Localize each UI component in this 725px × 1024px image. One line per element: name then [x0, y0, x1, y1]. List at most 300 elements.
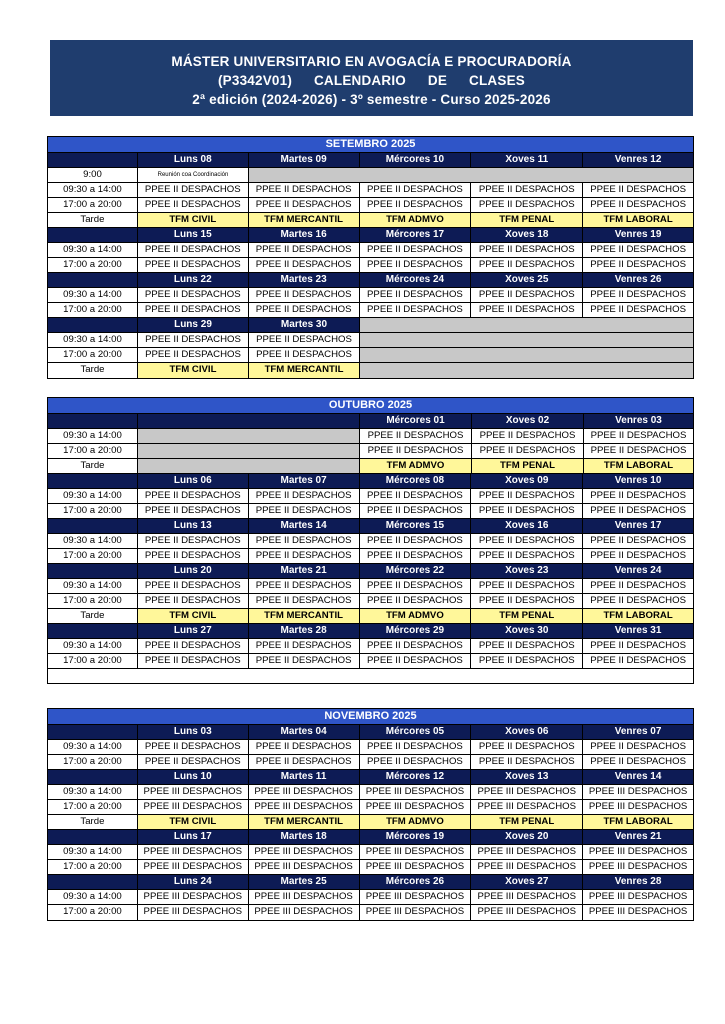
week-header-row: [48, 153, 693, 168]
class-cell: PPEE II DESPACHOS: [138, 654, 249, 668]
day-header: Mércores 19: [360, 830, 472, 844]
day-header: Martes 09: [249, 153, 360, 167]
schedule-row: [48, 740, 693, 755]
schedule-row: [48, 800, 693, 815]
schedule-row: [48, 198, 693, 213]
class-cell: PPEE II DESPACHOS: [249, 654, 360, 668]
header-edition: 2ª edición (2024-2026) - 3º semestre - Curso 2025-2026: [192, 92, 551, 107]
class-cell: PPEE III DESPACHOS: [360, 860, 472, 874]
empty-grey-cell: [249, 168, 693, 182]
class-cell: PPEE II DESPACHOS: [249, 549, 360, 563]
schedule-row: [48, 905, 693, 920]
empty-grey-cell: [138, 459, 360, 473]
day-header: Xoves 11: [471, 153, 583, 167]
blank-cell: [48, 624, 138, 638]
day-header: Mércores 26: [360, 875, 472, 889]
tfm-cell: TFM PENAL: [471, 815, 583, 829]
class-cell: PPEE II DESPACHOS: [138, 579, 249, 593]
tfm-cell: TFM MERCANTIL: [249, 609, 360, 623]
class-cell: PPEE II DESPACHOS: [360, 444, 472, 458]
schedule-row: [48, 654, 693, 669]
empty-grey-cell: [360, 363, 693, 378]
tfm-row: [48, 815, 693, 830]
schedule-row: [48, 755, 693, 770]
tfm-row: [48, 363, 693, 378]
day-header: Martes 16: [249, 228, 360, 242]
day-header: Mércores 01: [360, 414, 472, 428]
time-label: 17:00 a 20:00: [48, 258, 138, 272]
class-cell: PPEE II DESPACHOS: [590, 259, 686, 270]
day-header: Martes 04: [249, 725, 360, 739]
day-header: Luns 29: [138, 318, 249, 332]
empty-grey-cell: [360, 333, 693, 347]
day-header: Mércores 29: [360, 624, 472, 638]
class-cell: PPEE II DESPACHOS: [360, 258, 472, 272]
class-cell: PPEE II DESPACHOS: [360, 303, 472, 317]
week-header-row: [48, 564, 693, 579]
day-header: Mércores 08: [360, 474, 472, 488]
day-header: Venres 31: [583, 624, 693, 638]
class-cell: PPEE II DESPACHOS: [590, 289, 686, 300]
day-header: Martes 25: [249, 875, 360, 889]
week-header-row: [48, 414, 693, 429]
class-cell: PPEE III DESPACHOS: [249, 860, 360, 874]
class-cell: PPEE II DESPACHOS: [471, 183, 583, 197]
tfm-cell: TFM MERCANTIL: [249, 363, 360, 378]
day-header: Martes 28: [249, 624, 360, 638]
class-cell: PPEE II DESPACHOS: [138, 183, 249, 197]
class-cell: PPEE II DESPACHOS: [471, 258, 583, 272]
week-header-row: [48, 318, 693, 333]
schedule-row: [48, 890, 693, 905]
month-title: NOVEMBRO 2025: [48, 709, 693, 725]
day-header: Mércores 05: [360, 725, 472, 739]
class-cell: PPEE II DESPACHOS: [138, 489, 249, 503]
day-header: Luns 10: [138, 770, 249, 784]
class-cell: PPEE II DESPACHOS: [471, 303, 583, 317]
time-label: 09:30 a 14:00: [48, 534, 138, 548]
class-cell: PPEE II DESPACHOS: [249, 504, 360, 518]
day-header: Mércores 22: [360, 564, 472, 578]
class-cell: PPEE III DESPACHOS: [360, 785, 472, 799]
class-cell: PPEE II DESPACHOS: [590, 430, 687, 441]
time-label: 09:30 a 14:00: [48, 639, 138, 653]
blank-cell: [48, 875, 138, 889]
class-cell: PPEE II DESPACHOS: [138, 348, 249, 362]
tfm-cell: TFM LABORAL: [584, 459, 693, 473]
header-title: MÁSTER UNIVERSITARIO EN AVOGACÍA E PROCURADORÍA: [171, 54, 572, 69]
setembro-table: [47, 136, 694, 379]
blank-cell: [48, 414, 138, 428]
class-cell: PPEE II DESPACHOS: [471, 549, 583, 563]
class-cell: PPEE II DESPACHOS: [590, 244, 686, 255]
tfm-cell: TFM ADMVO: [360, 213, 472, 227]
class-cell: PPEE II DESPACHOS: [471, 594, 583, 608]
class-cell: PPEE II DESPACHOS: [249, 755, 360, 769]
class-cell: PPEE III DESPACHOS: [588, 891, 688, 902]
day-header: Venres 17: [583, 519, 693, 533]
day-header: Venres 14: [583, 770, 693, 784]
day-header: Martes 23: [249, 273, 360, 287]
class-cell: PPEE II DESPACHOS: [360, 594, 472, 608]
class-cell: PPEE III DESPACHOS: [249, 890, 360, 904]
class-cell: PPEE II DESPACHOS: [249, 348, 360, 362]
schedule-row: [48, 785, 693, 800]
class-cell: PPEE III DESPACHOS: [471, 785, 583, 799]
time-label: 09:30 a 14:00: [48, 489, 138, 503]
tfm-cell: TFM LABORAL: [583, 815, 693, 829]
class-cell: PPEE II DESPACHOS: [590, 199, 686, 210]
class-cell: PPEE III DESPACHOS: [471, 845, 583, 859]
class-cell: PPEE III DESPACHOS: [249, 845, 360, 859]
class-cell: PPEE II DESPACHOS: [138, 198, 249, 212]
time-label: 09:30 a 14:00: [48, 785, 138, 799]
class-cell: PPEE II DESPACHOS: [590, 595, 686, 606]
day-header: Martes 30: [249, 318, 360, 332]
class-cell: PPEE III DESPACHOS: [588, 801, 688, 812]
schedule-row: [48, 333, 693, 348]
time-label: 17:00 a 20:00: [48, 800, 138, 814]
class-cell: PPEE II DESPACHOS: [138, 288, 249, 302]
time-label: 17:00 a 20:00: [48, 860, 138, 874]
class-cell: PPEE III DESPACHOS: [138, 845, 249, 859]
class-cell: PPEE II DESPACHOS: [471, 654, 583, 668]
blank-cell: [48, 564, 138, 578]
time-label: 17:00 a 20:00: [48, 348, 138, 362]
time-label: 17:00 a 20:00: [48, 549, 138, 563]
day-header: Venres 07: [583, 725, 693, 739]
day-header: Mércores 12: [360, 770, 472, 784]
class-cell: PPEE III DESPACHOS: [471, 860, 583, 874]
day-header: Xoves 16: [471, 519, 583, 533]
day-header: Luns 20: [138, 564, 249, 578]
tfm-cell: TFM PENAL: [471, 609, 583, 623]
day-header: Xoves 23: [471, 564, 583, 578]
tfm-cell: TFM MERCANTIL: [249, 815, 360, 829]
week-header-row: [48, 228, 693, 243]
time-label: 09:30 a 14:00: [48, 288, 138, 302]
week-header-row: [48, 830, 693, 845]
schedule-row: [48, 845, 693, 860]
class-cell: PPEE III DESPACHOS: [588, 786, 688, 797]
class-cell: PPEE II DESPACHOS: [138, 333, 249, 347]
class-cell: PPEE II DESPACHOS: [360, 489, 472, 503]
class-cell: PPEE III DESPACHOS: [249, 785, 360, 799]
class-cell: PPEE II DESPACHOS: [138, 258, 249, 272]
class-cell: PPEE III DESPACHOS: [138, 860, 249, 874]
class-cell: PPEE II DESPACHOS: [360, 288, 472, 302]
class-cell: PPEE III DESPACHOS: [360, 905, 472, 920]
header-code-calendar: (P3342V01) CALENDARIO DE CLASES: [217, 73, 525, 88]
time-label: 17:00 a 20:00: [48, 303, 138, 317]
blank-cell: [48, 153, 138, 167]
time-label: 09:30 a 14:00: [48, 579, 138, 593]
tfm-cell: TFM PENAL: [472, 459, 584, 473]
empty-grey-cell: [360, 318, 693, 332]
class-cell: PPEE II DESPACHOS: [471, 755, 583, 769]
day-header: Luns 22: [138, 273, 249, 287]
day-header: Mércores 10: [360, 153, 472, 167]
class-cell: PPEE II DESPACHOS: [249, 333, 360, 347]
class-cell: PPEE III DESPACHOS: [588, 906, 688, 917]
class-cell: PPEE II DESPACHOS: [471, 534, 583, 548]
class-cell: PPEE II DESPACHOS: [360, 579, 472, 593]
schedule-row: [48, 168, 693, 183]
class-cell: PPEE II DESPACHOS: [471, 489, 583, 503]
class-cell: PPEE II DESPACHOS: [590, 640, 686, 651]
week-header-row: [48, 273, 693, 288]
time-label: Tarde: [48, 213, 138, 227]
day-header: Luns 03: [138, 725, 249, 739]
class-cell: PPEE III DESPACHOS: [588, 846, 688, 857]
schedule-row: [48, 288, 693, 303]
class-cell: PPEE III DESPACHOS: [471, 905, 583, 920]
class-cell: PPEE II DESPACHOS: [249, 639, 360, 653]
class-cell: PPEE II DESPACHOS: [249, 579, 360, 593]
day-header: Xoves 30: [471, 624, 583, 638]
class-cell: PPEE III DESPACHOS: [471, 800, 583, 814]
time-label: 17:00 a 20:00: [48, 504, 138, 518]
day-header: Xoves 18: [471, 228, 583, 242]
blank-cell: [48, 318, 138, 332]
schedule-row: [48, 183, 693, 198]
tfm-cell: TFM CIVIL: [138, 363, 249, 378]
time-label: Tarde: [48, 815, 138, 829]
time-label: Tarde: [48, 459, 138, 473]
class-cell: PPEE III DESPACHOS: [138, 905, 249, 920]
day-header: Mércores 15: [360, 519, 472, 533]
day-header: Xoves 02: [472, 414, 584, 428]
day-header: Luns 13: [138, 519, 249, 533]
day-header: Martes 14: [249, 519, 360, 533]
time-label: 09:30 a 14:00: [48, 740, 138, 754]
class-cell: PPEE II DESPACHOS: [360, 504, 472, 518]
empty-grey-cell: [138, 429, 360, 443]
class-cell: PPEE III DESPACHOS: [360, 890, 472, 904]
day-header: Martes 07: [249, 474, 360, 488]
class-cell: PPEE II DESPACHOS: [138, 639, 249, 653]
day-header: Venres 26: [583, 273, 693, 287]
class-cell: PPEE II DESPACHOS: [590, 505, 686, 516]
class-cell: PPEE II DESPACHOS: [471, 740, 583, 754]
class-cell: PPEE II DESPACHOS: [590, 741, 686, 752]
class-cell: PPEE II DESPACHOS: [360, 243, 472, 257]
schedule-row: [48, 348, 693, 363]
schedule-row: [48, 429, 693, 444]
schedule-row: [48, 860, 693, 875]
day-header: Martes 18: [249, 830, 360, 844]
tfm-cell: TFM CIVIL: [138, 609, 249, 623]
class-cell: PPEE II DESPACHOS: [590, 535, 686, 546]
class-cell: PPEE II DESPACHOS: [360, 183, 472, 197]
tfm-cell: TFM MERCANTIL: [249, 213, 360, 227]
day-header: Venres 19: [583, 228, 693, 242]
class-cell: PPEE II DESPACHOS: [249, 489, 360, 503]
blank-row: [48, 669, 693, 683]
day-header: Venres 28: [583, 875, 693, 889]
blank-cell: [48, 770, 138, 784]
tfm-row: [48, 213, 693, 228]
day-header: Martes 11: [249, 770, 360, 784]
class-cell: PPEE III DESPACHOS: [471, 890, 583, 904]
day-header: Martes 21: [249, 564, 360, 578]
time-label: 09:30 a 14:00: [48, 890, 138, 904]
month-title: SETEMBRO 2025: [48, 137, 693, 153]
schedule-row: [48, 489, 693, 504]
class-cell: PPEE II DESPACHOS: [472, 444, 584, 458]
blank-cell: [48, 519, 138, 533]
blank-cell: [48, 474, 138, 488]
class-cell: PPEE II DESPACHOS: [249, 594, 360, 608]
tfm-cell: TFM ADMVO: [360, 459, 472, 473]
month-title: OUTUBRO 2025: [48, 398, 693, 414]
class-cell: PPEE II DESPACHOS: [471, 198, 583, 212]
day-header: Venres 21: [583, 830, 693, 844]
class-cell: PPEE II DESPACHOS: [249, 534, 360, 548]
day-header: Venres 10: [583, 474, 693, 488]
class-cell: PPEE II DESPACHOS: [138, 594, 249, 608]
day-header: Xoves 20: [471, 830, 583, 844]
class-cell: PPEE II DESPACHOS: [590, 445, 687, 456]
class-cell: PPEE II DESPACHOS: [590, 490, 686, 501]
tfm-cell: TFM PENAL: [471, 213, 583, 227]
day-header: Luns 08: [138, 153, 249, 167]
time-label: Tarde: [48, 609, 138, 623]
class-cell: PPEE III DESPACHOS: [588, 861, 688, 872]
time-label: Tarde: [48, 363, 138, 378]
class-cell: PPEE II DESPACHOS: [360, 198, 472, 212]
class-cell: PPEE II DESPACHOS: [590, 304, 686, 315]
class-cell: PPEE II DESPACHOS: [138, 755, 249, 769]
time-label: 09:30 a 14:00: [48, 429, 138, 443]
day-header: Mércores 17: [360, 228, 472, 242]
class-cell: PPEE II DESPACHOS: [590, 550, 686, 561]
time-label: 17:00 a 20:00: [48, 755, 138, 769]
class-cell: PPEE II DESPACHOS: [138, 303, 249, 317]
schedule-row: [48, 594, 693, 609]
time-label: 17:00 a 20:00: [48, 444, 138, 458]
day-header: Luns 06: [138, 474, 249, 488]
tfm-cell: TFM LABORAL: [583, 609, 693, 623]
day-header: Venres 03: [584, 414, 693, 428]
class-cell: PPEE II DESPACHOS: [472, 429, 584, 443]
novembro-table: [47, 708, 694, 921]
tfm-row: [48, 459, 693, 474]
class-cell: PPEE II DESPACHOS: [249, 740, 360, 754]
time-label: 9:00: [48, 168, 138, 182]
day-header: Xoves 25: [471, 273, 583, 287]
class-cell: PPEE II DESPACHOS: [471, 504, 583, 518]
week-header-row: [48, 519, 693, 534]
week-header-row: [48, 875, 693, 890]
class-cell: PPEE II DESPACHOS: [360, 740, 472, 754]
time-label: 17:00 a 20:00: [48, 905, 138, 920]
tfm-cell: TFM ADMVO: [360, 815, 472, 829]
tfm-cell: TFM CIVIL: [138, 213, 249, 227]
class-cell: PPEE II DESPACHOS: [590, 184, 686, 195]
class-cell: PPEE II DESPACHOS: [471, 288, 583, 302]
week-header-row: [48, 725, 693, 740]
time-label: 17:00 a 20:00: [48, 198, 138, 212]
outubro-table: [47, 397, 694, 684]
day-header: Luns 24: [138, 875, 249, 889]
page-header: [50, 40, 693, 116]
blank-cell: [48, 228, 138, 242]
blank-cell: [48, 830, 138, 844]
schedule-row: [48, 303, 693, 318]
class-cell: PPEE III DESPACHOS: [360, 800, 472, 814]
schedule-row: [48, 444, 693, 459]
tfm-cell: TFM ADMVO: [360, 609, 472, 623]
class-cell: PPEE II DESPACHOS: [249, 243, 360, 257]
schedule-row: [48, 258, 693, 273]
time-label: 09:30 a 14:00: [48, 243, 138, 257]
day-header: Luns 15: [138, 228, 249, 242]
class-cell: PPEE III DESPACHOS: [138, 890, 249, 904]
schedule-row: [48, 549, 693, 564]
blank-cell: [48, 725, 138, 739]
class-cell: PPEE II DESPACHOS: [471, 243, 583, 257]
schedule-row: [48, 639, 693, 654]
week-header-row: [48, 474, 693, 489]
class-cell: PPEE II DESPACHOS: [590, 756, 686, 767]
day-header: Mércores 24: [360, 273, 472, 287]
day-header: Xoves 27: [471, 875, 583, 889]
empty-grey-cell: [360, 348, 693, 362]
time-label: 17:00 a 20:00: [48, 594, 138, 608]
day-header: Luns 27: [138, 624, 249, 638]
day-header: Venres 12: [583, 153, 693, 167]
class-cell: PPEE II DESPACHOS: [360, 654, 472, 668]
time-label: 17:00 a 20:00: [48, 654, 138, 668]
class-cell: PPEE II DESPACHOS: [249, 288, 360, 302]
class-cell: PPEE III DESPACHOS: [249, 800, 360, 814]
class-cell: PPEE II DESPACHOS: [590, 655, 686, 666]
tfm-cell: TFM LABORAL: [583, 213, 693, 227]
class-cell: PPEE II DESPACHOS: [360, 429, 472, 443]
class-cell: PPEE II DESPACHOS: [360, 549, 472, 563]
class-cell: PPEE II DESPACHOS: [471, 639, 583, 653]
class-cell: PPEE II DESPACHOS: [138, 549, 249, 563]
blank-cell: [48, 273, 138, 287]
time-label: 09:30 a 14:00: [48, 183, 138, 197]
empty-grey-cell: [138, 444, 360, 458]
day-header: Xoves 09: [471, 474, 583, 488]
class-cell: PPEE II DESPACHOS: [249, 303, 360, 317]
time-label: 09:30 a 14:00: [48, 845, 138, 859]
class-cell: PPEE II DESPACHOS: [249, 258, 360, 272]
class-cell: PPEE II DESPACHOS: [138, 534, 249, 548]
class-cell: PPEE II DESPACHOS: [138, 504, 249, 518]
class-cell: PPEE II DESPACHOS: [360, 639, 472, 653]
tfm-cell: TFM CIVIL: [138, 815, 249, 829]
class-cell: PPEE III DESPACHOS: [249, 905, 360, 920]
week-header-row: [48, 770, 693, 785]
class-cell: PPEE II DESPACHOS: [360, 755, 472, 769]
day-header: Luns 17: [138, 830, 249, 844]
class-cell: PPEE II DESPACHOS: [471, 579, 583, 593]
time-label: 09:30 a 14:00: [48, 333, 138, 347]
tfm-row: [48, 609, 693, 624]
class-cell: PPEE II DESPACHOS: [249, 183, 360, 197]
schedule-row: [48, 579, 693, 594]
schedule-row: [48, 534, 693, 549]
day-header: Xoves 06: [471, 725, 583, 739]
day-header: Venres 24: [583, 564, 693, 578]
class-cell: PPEE II DESPACHOS: [138, 243, 249, 257]
class-cell: PPEE II DESPACHOS: [138, 740, 249, 754]
class-cell: PPEE II DESPACHOS: [590, 580, 686, 591]
